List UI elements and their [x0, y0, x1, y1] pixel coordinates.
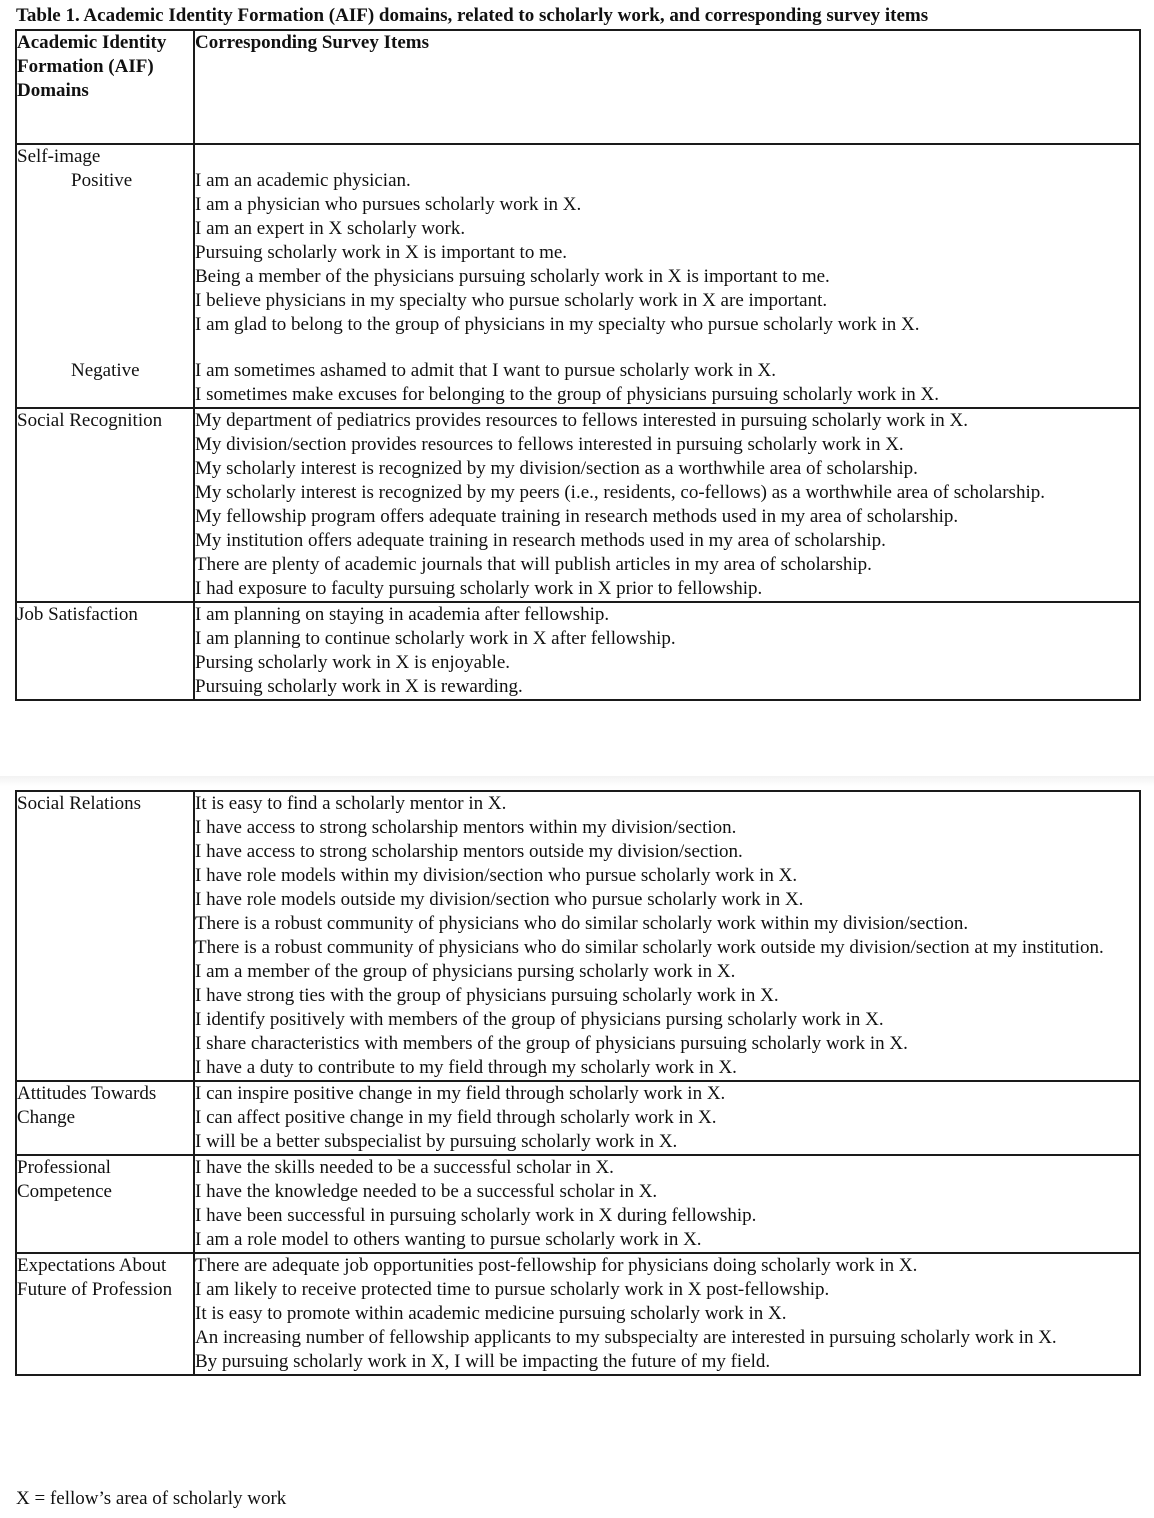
survey-item: I am planning to continue scholarly work in X after fellowship.	[195, 628, 676, 649]
domain-cell-social-relations	[16, 791, 194, 1081]
items-cell-self-image	[194, 144, 1140, 408]
survey-item: Pursuing scholarly work in X is rewarding.	[195, 676, 523, 697]
survey-item: Pursing scholarly work in X is enjoyable.	[195, 652, 511, 673]
survey-item: I am glad to belong to the group of physicians in my specialty who pursue scholarly work in X.	[195, 314, 920, 335]
table-row-professional-competence	[16, 1155, 1140, 1253]
survey-item: I share characteristics with members of the group of physicians pursuing scholarly work in X.	[195, 1033, 908, 1054]
survey-item: I am a physician who pursues scholarly work in X.	[195, 194, 582, 215]
survey-item: My fellowship program offers adequate training in research methods used in my area of scholarship.	[195, 506, 959, 527]
survey-item: I have the knowledge needed to be a successful scholar in X.	[195, 1181, 658, 1202]
sub-label-positive: Positive	[71, 170, 133, 191]
survey-item: There are adequate job opportunities post-fellowship for physicians doing scholarly work in X.	[195, 1255, 918, 1276]
item-list-negative	[195, 359, 1139, 407]
header-row	[16, 30, 1140, 144]
domain-label-expectations-future: Expectations About Future of Profession	[17, 1255, 173, 1300]
survey-item: Being a member of the physicians pursuing scholarly work in X is important to me.	[195, 266, 830, 287]
domain-label-self-image: Self-image	[17, 146, 101, 167]
survey-item: I believe physicians in my specialty who pursue scholarly work in X are important.	[195, 290, 828, 311]
item-list-professional-competence	[195, 1156, 1139, 1252]
aif-table-part-2	[15, 790, 1141, 1376]
survey-item: I will be a better subspecialist by pursuing scholarly work in X.	[195, 1131, 678, 1152]
survey-item: Pursuing scholarly work in X is important to me.	[195, 242, 568, 263]
survey-item: There are plenty of academic journals that will publish articles in my area of scholarship.	[195, 554, 872, 575]
survey-item: My scholarly interest is recognized by my peers (i.e., residents, co-fellows) as a worthwhile area of scholarship.	[195, 482, 1045, 503]
table-row-self-image	[16, 144, 1140, 408]
item-list-social-relations	[195, 792, 1139, 1080]
survey-item: There is a robust community of physicians who do similar scholarly work within my division/section.	[195, 913, 969, 934]
domain-label-professional-competence: Professional Competence	[17, 1157, 112, 1202]
domain-cell-professional-competence	[16, 1155, 194, 1253]
survey-item: I had exposure to faculty pursuing scholarly work in X prior to fellowship.	[195, 578, 763, 599]
page-break-shadow	[0, 776, 1154, 786]
item-list-attitudes-towards-change	[195, 1082, 1139, 1154]
survey-item: I have role models within my division/section who pursue scholarly work in X.	[195, 865, 798, 886]
domain-label-social-relations: Social Relations	[17, 793, 142, 814]
survey-item: My scholarly interest is recognized by my division/section as a worthwhile area of scholarship.	[195, 458, 918, 479]
survey-item: I have a duty to contribute to my field through my scholarly work in X.	[195, 1057, 737, 1078]
table-row-job-satisfaction	[16, 602, 1140, 700]
domain-cell-expectations-future	[16, 1253, 194, 1375]
item-list-expectations-future	[195, 1254, 1139, 1374]
aif-table-part-1	[15, 29, 1141, 701]
survey-item: I am likely to receive protected time to pursue scholarly work in X post-fellowship.	[195, 1279, 830, 1300]
survey-item: I have role models outside my division/section who pursue scholarly work in X.	[195, 889, 804, 910]
item-list-social-recognition	[195, 409, 1139, 601]
survey-item: I am planning on staying in academia after fellowship.	[195, 604, 610, 625]
survey-item: I have the skills needed to be a successful scholar in X.	[195, 1157, 614, 1178]
table-row-expectations-future	[16, 1253, 1140, 1375]
domain-label-attitudes-towards-change: Attitudes Towards Change	[17, 1083, 157, 1128]
domain-label-social-recognition: Social Recognition	[17, 410, 163, 431]
survey-item: An increasing number of fellowship applicants to my subspecialty are interested in pursuing scholarly work in X.	[195, 1327, 1057, 1348]
survey-item: I identify positively with members of the group of physicians pursing scholarly work in X.	[195, 1009, 884, 1030]
survey-item: I am a role model to others wanting to pursue scholarly work in X.	[195, 1229, 702, 1250]
survey-item: I have access to strong scholarship mentors within my division/section.	[195, 817, 737, 838]
survey-item: I have strong ties with the group of physicians pursuing scholarly work in X.	[195, 985, 779, 1006]
survey-item: I sometimes make excuses for belonging to the group of physicians pursuing scholarly work in X.	[195, 384, 940, 405]
table-row-social-relations	[16, 791, 1140, 1081]
domain-cell-job-satisfaction	[16, 602, 194, 700]
items-cell-social-recognition	[194, 408, 1140, 602]
header-survey-items: Corresponding Survey Items	[194, 30, 1140, 144]
survey-item: My division/section provides resources to fellows interested in pursuing scholarly work in X.	[195, 434, 904, 455]
item-list-positive	[195, 169, 1139, 337]
items-cell-expectations-future	[194, 1253, 1140, 1375]
survey-item: It is easy to find a scholarly mentor in X.	[195, 793, 507, 814]
table-caption: Table 1. Academic Identity Formation (AIF) domains, related to scholarly work, and corresponding survey items	[16, 5, 929, 26]
survey-item: I am a member of the group of physicians pursing scholarly work in X.	[195, 961, 736, 982]
table-row-attitudes-towards-change	[16, 1081, 1140, 1155]
survey-item: I am an academic physician.	[195, 170, 411, 191]
sub-label-negative: Negative	[71, 360, 140, 381]
survey-item: I can affect positive change in my field through scholarly work in X.	[195, 1107, 717, 1128]
survey-item: By pursuing scholarly work in X, I will be impacting the future of my field.	[195, 1351, 771, 1372]
survey-item: I have been successful in pursuing scholarly work in X during fellowship.	[195, 1205, 757, 1226]
domain-cell-self-image	[16, 144, 194, 408]
item-list-job-satisfaction	[195, 603, 1139, 699]
survey-item: I can inspire positive change in my field through scholarly work in X.	[195, 1083, 726, 1104]
items-cell-job-satisfaction	[194, 602, 1140, 700]
domain-cell-attitudes-towards-change	[16, 1081, 194, 1155]
items-cell-attitudes-towards-change	[194, 1081, 1140, 1155]
items-cell-social-relations	[194, 791, 1140, 1081]
survey-item: I am an expert in X scholarly work.	[195, 218, 466, 239]
domain-cell-social-recognition	[16, 408, 194, 602]
survey-item: I have access to strong scholarship mentors outside my division/section.	[195, 841, 743, 862]
items-cell-professional-competence	[194, 1155, 1140, 1253]
table-row-social-recognition	[16, 408, 1140, 602]
survey-item: My institution offers adequate training in research methods used in my area of scholarship.	[195, 530, 886, 551]
domain-label-job-satisfaction: Job Satisfaction	[17, 604, 138, 625]
table-footnote: X = fellow’s area of scholarly work	[16, 1488, 287, 1509]
survey-item: It is easy to promote within academic medicine pursuing scholarly work in X.	[195, 1303, 787, 1324]
survey-item: I am sometimes ashamed to admit that I want to pursue scholarly work in X.	[195, 360, 776, 381]
survey-item: My department of pediatrics provides resources to fellows interested in pursuing scholarly work in X.	[195, 410, 969, 431]
survey-item: There is a robust community of physicians who do similar scholarly work outside my division/section at my institution.	[195, 937, 1104, 958]
header-domains: Academic Identity Formation (AIF) Domains	[16, 30, 194, 144]
